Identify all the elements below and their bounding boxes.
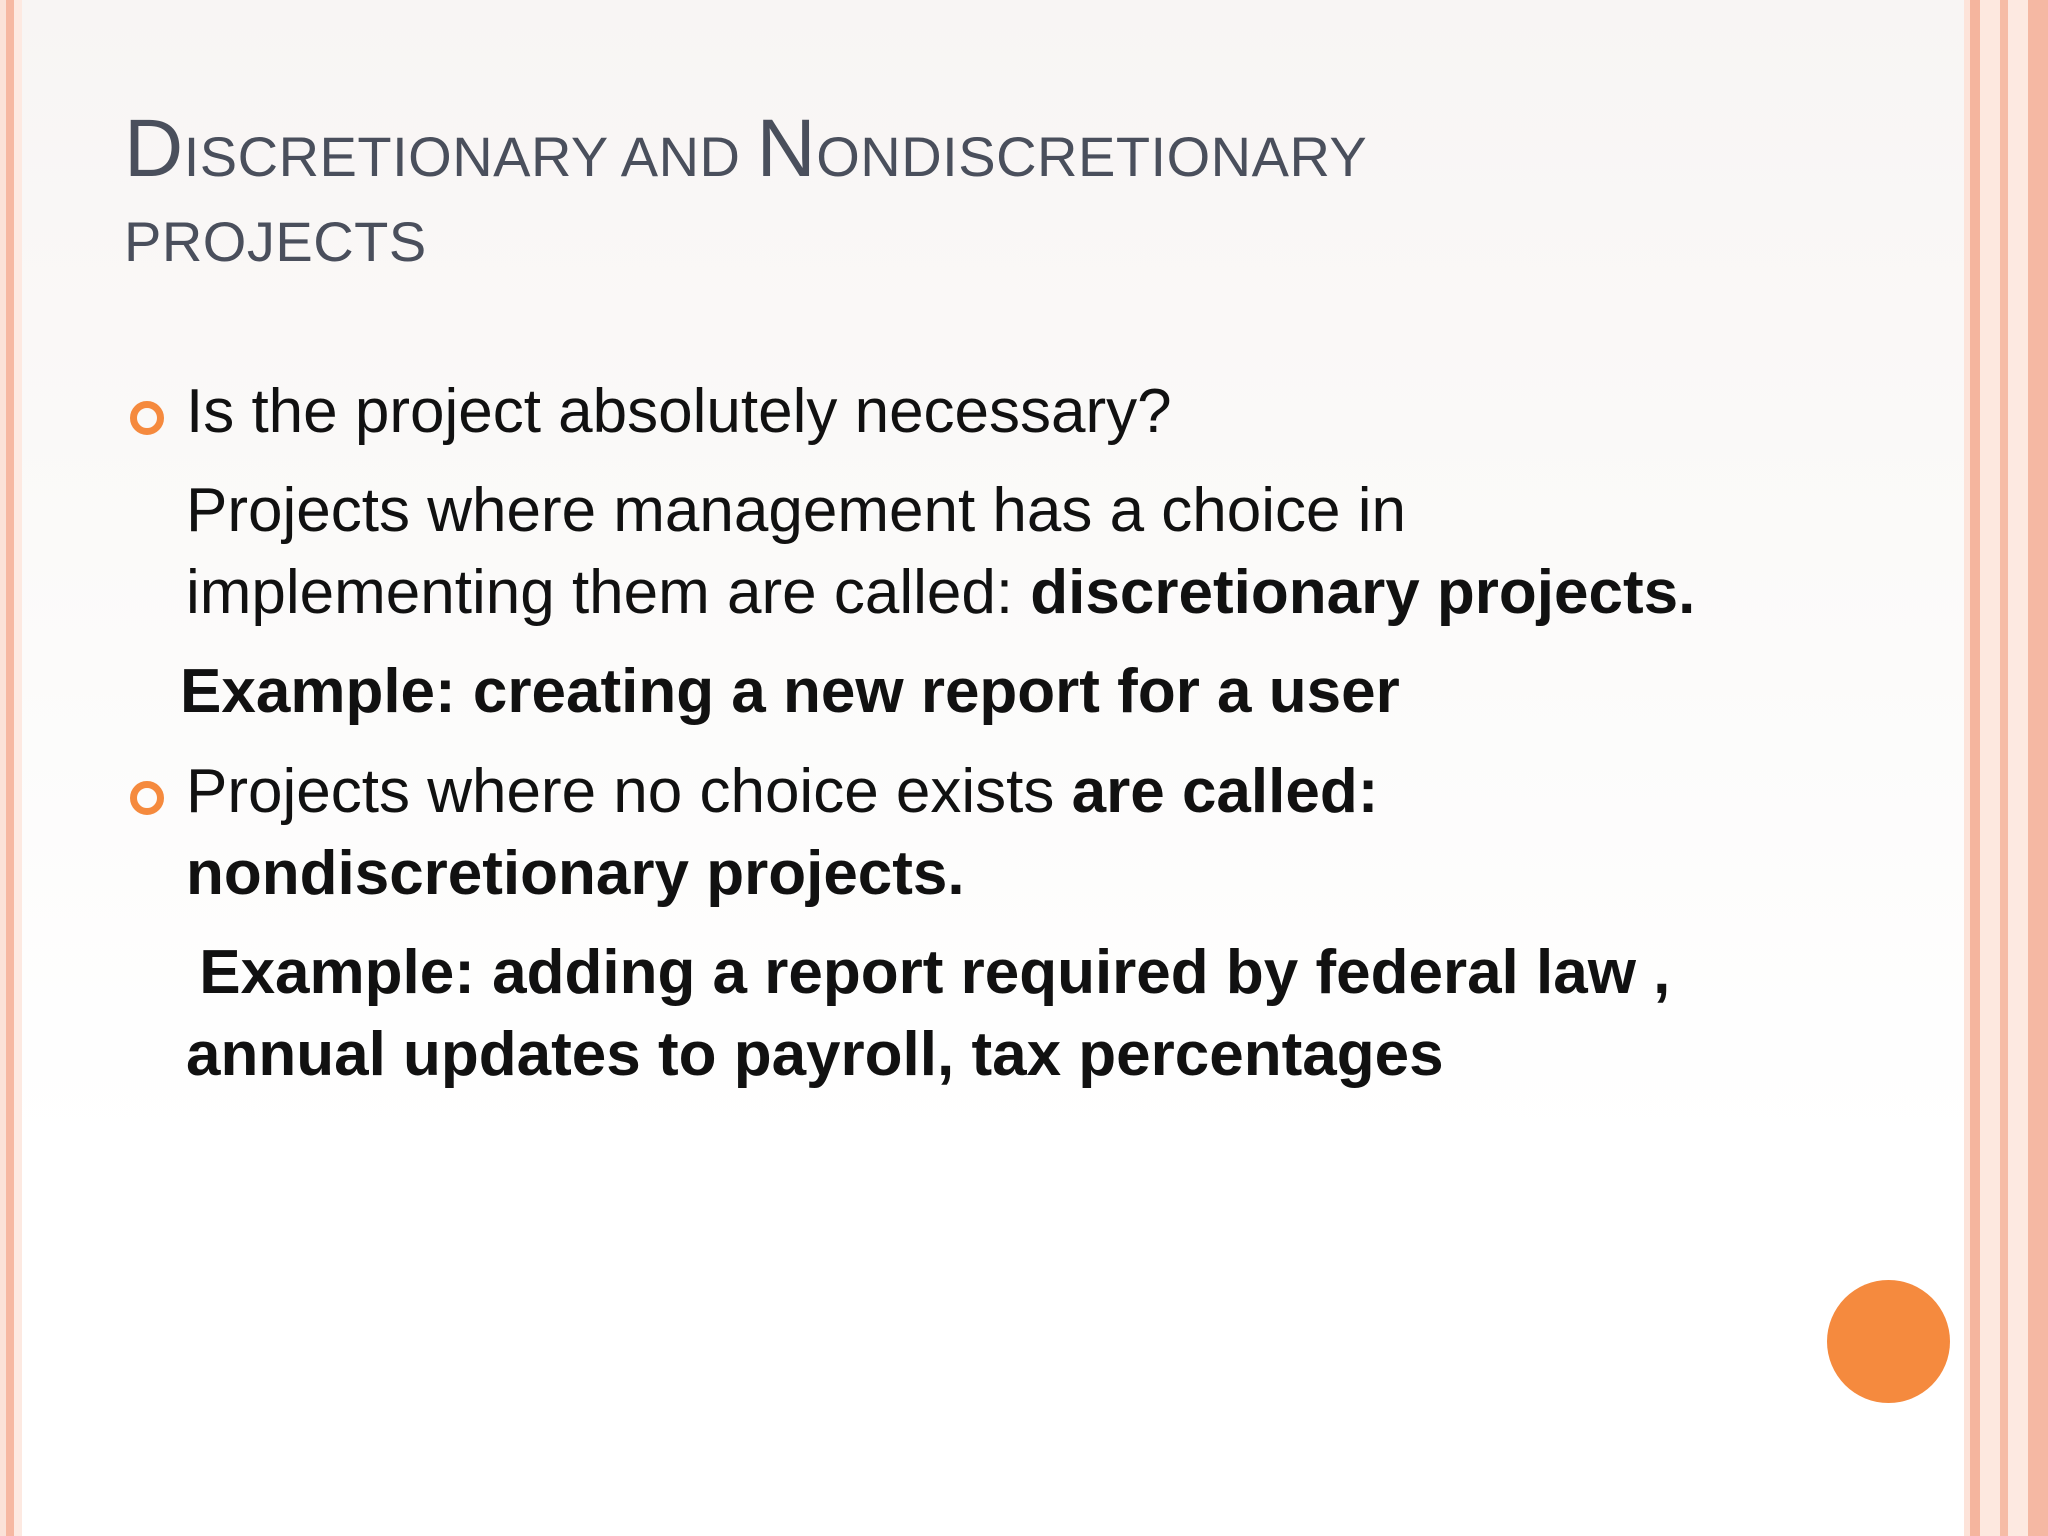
bullet-1-definition-plain: implementing them are called: <box>186 558 1031 627</box>
bullet-1-example: Example: creating a new report for a user <box>180 657 1400 726</box>
bullet-2-icon <box>130 781 164 815</box>
decorative-orange-circle <box>1827 1280 1950 1403</box>
title-text-nondiscretionary: ONDISCRETIONARY <box>816 125 1368 188</box>
bullet-2-example-line-1: Example: adding a report required by federal law , <box>182 938 1671 1007</box>
title-initial-n: N <box>756 103 817 194</box>
bullet-2-example-line-2: annual updates to payroll, tax percentages <box>186 1020 1444 1089</box>
bullet-1-term-discretionary-projects: discretionary projects. <box>1030 558 1696 627</box>
bullet-2-term-nondiscretionary-projects: nondiscretionary projects. <box>186 839 965 908</box>
title-initial-d: D <box>124 103 184 194</box>
title-line-2: PROJECTS <box>124 210 427 273</box>
bullet-2-definition-bold: are called: <box>1071 757 1379 826</box>
bullet-1-question: Is the project absolutely necessary? <box>186 377 1172 446</box>
bullet-1-definition-line-2 <box>186 552 1695 634</box>
title-text-discretionary-and: ISCRETIONARY AND <box>183 125 757 188</box>
bullet-1-definition-line-1: Projects where management has a choice in <box>186 476 1406 545</box>
bullet-1-icon <box>130 401 164 435</box>
bullet-2-definition-line-1 <box>186 751 1378 833</box>
bullet-2-definition-plain: Projects where no choice exists <box>186 757 1072 826</box>
